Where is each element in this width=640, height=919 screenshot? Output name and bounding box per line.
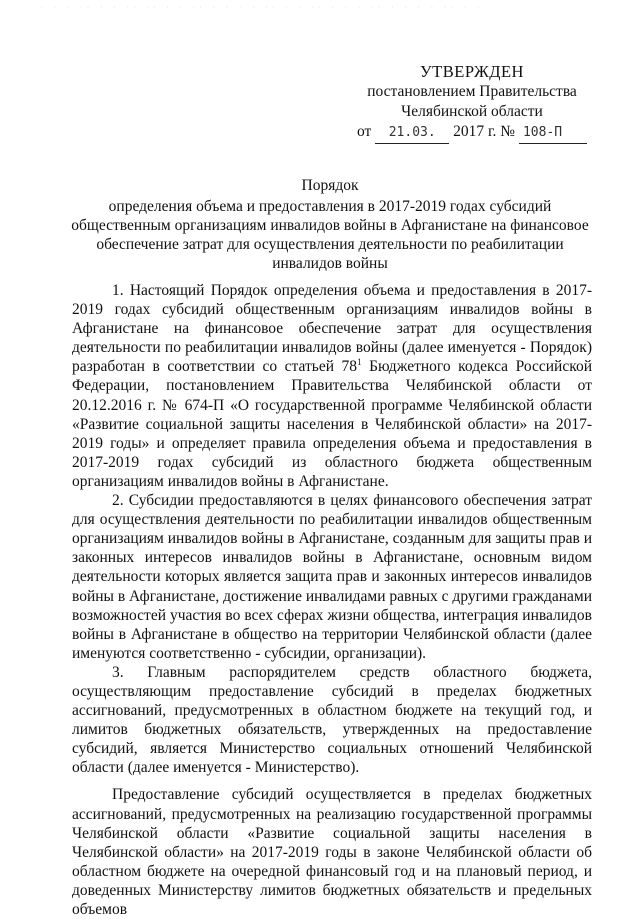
document-title xyxy=(60,176,600,273)
paragraph-1-part-a: 1. Настоящий Порядок определения объема и предоставления в 2017-2019 годах субсидий общественным организациям инвалидов войны в Афганистане на финансовое обеспечение затрат для осуществления деятельности по реабилитации инвалидов войны (далее именуется - Порядок) разработан в соответствии со статьей 78 xyxy=(72,282,592,376)
document-body xyxy=(72,281,592,919)
title-line-1: определения объема и предоставления в 2017-2019 годах субсидий xyxy=(108,198,552,215)
year-number-label: 2017 г. № xyxy=(453,123,516,140)
title-line-2: общественным организациям инвалидов войны в Афганистане на финансовое xyxy=(71,217,589,234)
date-prefix: от xyxy=(357,123,372,140)
approval-heading: УТВЕРЖДЕН xyxy=(420,62,524,81)
approval-date-line xyxy=(352,122,592,144)
approval-line-2: Челябинской области xyxy=(401,103,543,120)
handwritten-number: 108-П xyxy=(519,123,587,144)
superscript-article: 1 xyxy=(357,357,362,368)
paragraph-4: Предоставление субсидий осуществляется в пределах бюджетных ассигнований, предусмотренных на реализацию государственной программы Челябинской области «Развитие социальной защиты населения в Челябинской области» на 2017-2019 годы в законе Челябинской области об областном бюджете на очередной финансовый год и на плановый период, и доведенных Министерству лимитов бюджетных обязательств и предельных объемов xyxy=(72,786,592,918)
paragraph-1-part-b: Бюджетного кодекса Российской Федерации, постановлением Правительства Челябинской области от 20.12.2016 г. № 674-П «О государственной программе Челябинской области «Развитие социальной защиты населения в Челябинской области» на 2017-2019 годы» и определяет правила определения объема и предоставления в 2017-2019 годах субсидий из областного бюджета общественным организациям инвалидов войны в Афганистане. xyxy=(72,358,592,490)
title-heading: Порядок xyxy=(301,177,359,194)
approval-stamp xyxy=(352,62,592,144)
paragraph-2: 2. Субсидии предоставляются в целях финансового обеспечения затрат для осуществления деятельности по реабилитации инвалидов общественным организациям инвалидов войны в Афганистане, созданным для защиты прав и законных интересов инвалидов войны в Афганистане, основным видом деятельности которых является защита прав и законных интересов инвалидов войны в Афганистане, достижение инвалидами равных с другими гражданами возможностей участия во всех сферах жизни общества, интеграция инвалидов войны в Афганистане в общество на территории Челябинской области (далее именуются соответственно - субсидии, организации). xyxy=(72,492,592,662)
title-line-3: обеспечение затрат для осуществления деятельности по реабилитации xyxy=(96,236,564,253)
title-line-4: инвалидов войны xyxy=(272,255,388,272)
paragraph-1 xyxy=(72,281,592,491)
approval-line-1: постановлением Правительства xyxy=(367,83,577,100)
paragraph-3: 3. Главным распорядителем средств областного бюджета, осуществляющим предоставление субсидий в пределах бюджетных ассигнований, предусмотренных в областном бюджете на текущий год, и лимитов бюджетных обязательств, утвержденных на предоставление субсидий, является Министерство социальных отношений Челябинской области (далее именуется - Министерство). xyxy=(72,663,592,777)
handwritten-date: 21.03. xyxy=(375,123,449,144)
scan-artifact-marks: · · · ·· · · ·· ·· · · ·· · · · · ·· · · ·· · · · ·· · · · · ·· · · xyxy=(40,4,484,10)
